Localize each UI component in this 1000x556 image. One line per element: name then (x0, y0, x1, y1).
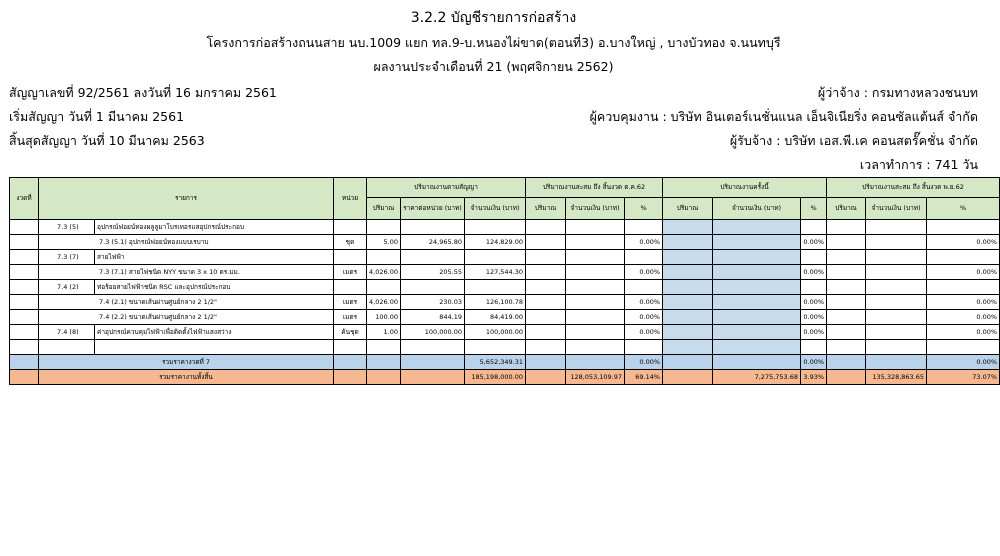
item-description: ค่าอุปกรณ์ควบคุมไฟฟ้าเพื่อติดตั้งไฟฟ้าแสงสว่าง (95, 325, 334, 340)
item-code: 7.3 (7) (39, 250, 95, 265)
item-code: 7.3 (5.1) (99, 237, 127, 246)
total-amount: 185,198,000.00 (465, 370, 526, 385)
total-label: รวมราคางานทั้งสิ้น (39, 370, 334, 385)
subtotal-previous-pct: 0.00% (625, 355, 663, 370)
subheader-qty: ปริมาณ (526, 198, 566, 220)
table-row (10, 295, 1000, 310)
table-row (10, 250, 1000, 265)
work-duration: เวลาทำการ : 741 วัน (859, 157, 978, 172)
previous-pct: 0.00% (625, 325, 663, 340)
contract-start: เริ่มสัญญา วันที่ 1 มีนาคม 2561 (9, 109, 185, 124)
employer: ผู้ว่าจ้าง : กรมทางหลวงชนบท (817, 85, 978, 100)
current-pct: 0.00% (801, 265, 827, 280)
item-code: 7.3 (5) (39, 220, 95, 235)
unit-price: 205.55 (401, 265, 465, 280)
previous-pct: 0.00% (625, 310, 663, 325)
cumulative-pct: 0.00% (927, 295, 1000, 310)
item-code: 7.4 (2.1) (99, 297, 127, 306)
subheader-unit-price: ราคาต่อหน่วย (บาท) (401, 198, 465, 220)
previous-pct: 0.00% (625, 265, 663, 280)
item-description: สายไฟชนิด NYY ขนาด 3 x 10 ตร.มม. (128, 267, 240, 276)
item-unit: เมตร (334, 310, 367, 325)
subheader-qty: ปริมาณ (663, 198, 713, 220)
subheader-qty: ปริมาณ (367, 198, 401, 220)
contract-qty: 4,026.00 (367, 295, 401, 310)
cumulative-pct: 0.00% (927, 325, 1000, 340)
item-unit: เมตร (334, 295, 367, 310)
header-contract-qty: ปริมาณงานตามสัญญา (367, 178, 526, 198)
total-previous-amount: 128,053,109.97 (566, 370, 625, 385)
header-installment: งวดที่ (10, 178, 39, 220)
current-pct: 0.00% (801, 325, 827, 340)
item-code: 7.4 (2) (39, 280, 95, 295)
contract-amount: 100,000.00 (465, 325, 526, 340)
table-row (10, 340, 1000, 355)
subheader-amount: จำนวนเงิน (บาท) (866, 198, 927, 220)
item-description: ขนาดเส้นผ่านศูนย์กลาง 2 1/2" (128, 297, 218, 306)
table-row (10, 325, 1000, 340)
contract-end: สิ้นสุดสัญญา วันที่ 10 มีนาคม 2563 (9, 133, 205, 148)
subheader-pct: % (801, 198, 827, 220)
item-code-description (39, 295, 334, 310)
cumulative-pct: 0.00% (927, 310, 1000, 325)
subtotal-row (10, 355, 1000, 370)
item-description: สายไฟฟ้า (95, 250, 334, 265)
total-cumulative-amount: 135,328,863.65 (866, 370, 927, 385)
subtotal-label: รวมราคางวดที่ 7 (39, 355, 334, 370)
current-pct: 0.00% (801, 235, 827, 250)
contract-qty: 4,026.00 (367, 265, 401, 280)
header-unit: หน่วย (334, 178, 367, 220)
contract-number: สัญญาเลขที่ 92/2561 ลงวันที่ 16 มกราคม 2561 (9, 85, 277, 100)
item-code-description (39, 265, 334, 280)
total-current-pct: 3.93% (801, 370, 827, 385)
subtotal-amount: 5,652,349.31 (465, 355, 526, 370)
header-current-qty: ปริมาณงานครั้งนี้ (663, 178, 827, 198)
subheader-qty: ปริมาณ (827, 198, 866, 220)
report-month: ผลงานประจำเดือนที่ 21 (พฤศจิกายน 2562) (373, 59, 614, 74)
contract-qty: 5.00 (367, 235, 401, 250)
header-cumulative-qty: ปริมาณงานสะสม ถึง สิ้นงวด พ.ย.62 (827, 178, 1000, 198)
total-cumulative-pct: 73.07% (927, 370, 1000, 385)
table-row (10, 220, 1000, 235)
item-unit: เมตร (334, 265, 367, 280)
construction-items-table (9, 177, 1000, 385)
unit-price: 844.19 (401, 310, 465, 325)
subheader-pct: % (927, 198, 1000, 220)
subtotal-cumulative-pct: 0.00% (927, 355, 1000, 370)
item-description: อุปกรณ์ฟอยน์ทองแบบเรบาบ (128, 237, 209, 246)
subheader-amount: จำนวนเงิน (บาท) (713, 198, 801, 220)
item-code-description (39, 235, 334, 250)
contract-qty: 1.00 (367, 325, 401, 340)
contractor: ผู้รับจ้าง : บริษัท เอส.พี.เค คอนสตรั๊คชั่น จำกัด (729, 133, 978, 148)
total-previous-pct: 69.14% (625, 370, 663, 385)
contract-amount: 84,419.00 (465, 310, 526, 325)
cumulative-pct: 0.00% (927, 235, 1000, 250)
unit-price: 24,965.80 (401, 235, 465, 250)
contract-qty: 100.00 (367, 310, 401, 325)
current-pct: 0.00% (801, 310, 827, 325)
table-row (10, 265, 1000, 280)
item-description: ขนาดเส้นผ่านศูนย์กลาง 2 1/2" (128, 312, 218, 321)
item-unit: ชุด (334, 235, 367, 250)
project-name: โครงการก่อสร้างถนนสาย นบ.1009 แยก ทล.9-บ.หนองไผ่ขาด(ตอนที่3) อ.บางใหญ่ , บางบัวทอง จ.นนทบุรี (206, 35, 781, 50)
item-unit: ค้นชุด (334, 325, 367, 340)
item-code: 7.4 (8) (39, 325, 95, 340)
item-code-description (39, 310, 334, 325)
unit-price: 100,000.00 (401, 325, 465, 340)
table-row (10, 235, 1000, 250)
item-code: 7.4 (2.2) (99, 312, 127, 321)
header-previous-qty: ปริมาณงานสะสม ถึง สิ้นงวด ต.ค.62 (526, 178, 663, 198)
subheader-amount: จำนวนเงิน (บาท) (566, 198, 625, 220)
total-row (10, 370, 1000, 385)
total-current-amount: 7,275,753.68 (713, 370, 801, 385)
subtotal-current-pct: 0.00% (801, 355, 827, 370)
current-pct: 0.00% (801, 295, 827, 310)
table-row (10, 280, 1000, 295)
item-code: 7.3 (7.1) (99, 267, 127, 276)
contract-amount: 127,544.30 (465, 265, 526, 280)
supervisor: ผู้ควบคุมงาน : บริษัท อินเตอร์เนชั่นแนล เอ็นจิเนียริ่ง คอนซัลแต้นส์ จำกัด (589, 109, 978, 124)
unit-price: 230.03 (401, 295, 465, 310)
previous-pct: 0.00% (625, 235, 663, 250)
subheader-pct: % (625, 198, 663, 220)
item-description: อุปกรณ์ฟอยน์ทองผลูลูมาโบรเทอรแสอุปกรณ์ประกอบ (95, 220, 334, 235)
cumulative-pct: 0.00% (927, 265, 1000, 280)
item-description: ท่อร้อยสายไฟฟ้าชนิด RSC และอุปกรณ์ประกอบ (95, 280, 334, 295)
subheader-amount: จำนวนเงิน (บาท) (465, 198, 526, 220)
contract-amount: 124,829.00 (465, 235, 526, 250)
previous-pct: 0.00% (625, 295, 663, 310)
header-item: รายการ (39, 178, 334, 220)
table-row (10, 310, 1000, 325)
page-title: 3.2.2 บัญชีรายการก่อสร้าง (410, 10, 577, 26)
contract-amount: 126,100.78 (465, 295, 526, 310)
